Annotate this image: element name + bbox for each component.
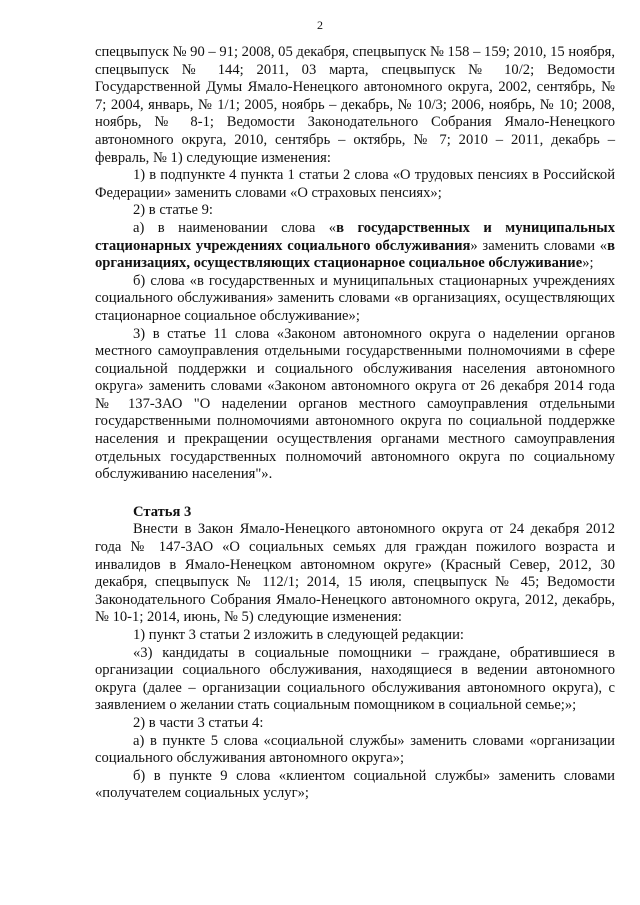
paragraph-item-1: 1) в подпункте 4 пункта 1 статьи 2 слова «О трудовых пенсиях в Российской Федерации» заменить словами «О страховых пенсиях»; (95, 167, 615, 201)
item-2a-suffix: »; (582, 255, 594, 272)
article-3-item-2: 2) в части 3 статьи 4: (133, 714, 264, 731)
document-body (95, 44, 615, 803)
paragraph-intro: спецвыпуск № 90 – 91; 2008, 05 декабря, спецвыпуск № 158 – 159; 2010, 15 ноября, спецвыпуск № 144; 2011, 03 марта, спецвыпуск № 10/2; Ведомости Государственной Думы Ямало-Ненецкого автономного округа, 2002, сентябрь, № 7; 2004, январь, № 1/1; 2005, ноябрь – декабрь, № 10/3; 2006, ноябрь, № 10; 2008, ноябрь, № 8-1; Ведомости Законодательного Собрания Ямало-Ненецкого автономного округа, 2010, сентябрь – октябрь, № 7; 2010 – 2011, декабрь – февраль, № 1) следующие изменения: (95, 44, 615, 166)
article-3-item-2a: а) в пункте 5 слова «социальной службы» заменить словами «организации социального обслуживания автономного округа»; (95, 732, 615, 767)
article-3-title: Статья 3 (133, 503, 192, 520)
item-2a-middle: » заменить словами « (470, 237, 608, 254)
article-3-item-2b: б) в пункте 9 слова «клиентом социальной службы» заменить словами «получателем социальных услуг»; (95, 767, 615, 802)
paragraph-item-2: 2) в статье 9: (133, 202, 213, 219)
paragraph-item-2b: б) слова «в государственных и муниципальных стационарных учреждениях социального обслуживания» заменить словами «в организациях, осуществляющих стационарное социальное обслуживание»; (95, 272, 615, 324)
paragraph-item-2a (95, 220, 615, 273)
item-2a-bold-new: в организациях, осуществляющих стационарное социальное обслуживание (95, 237, 615, 272)
section-gap (95, 484, 615, 504)
article-3-intro: Внести в Закон Ямало-Ненецкого автономного округа от 24 декабря 2012 года № 147-ЗАО «О социальных семьях для граждан пожилого возраста и инвалидов в Ямало-Ненецком автономном округе» (Красный Север, 2012, 30 декабря, спецвыпуск № 112/1; 2014, 15 июля, спецвыпуск № 45; Ведомости Законодательного Собрания Ямало-Ненецкого автономного округа, 2012, декабрь, № 10-1; 2014, июнь, № 5) следующие изменения: (95, 521, 615, 626)
article-3-item-1-quote: «3) кандидаты в социальные помощники – граждане, обратившиеся в организации социального обслуживания, находящиеся в ведении автономного округа (далее – организации социального обслуживания автономного округа), с заявлением о желании стать социальным помощником в социальной семье;»; (95, 644, 615, 714)
item-2a-bold-old: в государственных и муниципальных стационарных учреждениях социального обслуживания (95, 219, 616, 254)
item-2a-prefix: а) в наименовании слова « (133, 219, 337, 236)
page-number: 2 (317, 18, 323, 32)
paragraph-item-3: 3) в статье 11 слова «Законом автономного округа о наделении органов местного самоуправления отдельными государственными полномочиями в сфере социальной поддержки и социального обслуживания населения автономного округа» заменить словами «Законом автономного округа от 26 декабря 2014 года № 137-ЗАО "О наделении органов местного самоуправления отдельными государственными полномочиями автономного округа по социальной поддержке населения и прекращении осуществления органами местного самоуправления отдельных государственных полномочий автономного округа по социальному обслуживанию населения"». (95, 325, 615, 483)
article-3-item-1: 1) пункт 3 статьи 2 изложить в следующей редакции: (133, 627, 464, 643)
